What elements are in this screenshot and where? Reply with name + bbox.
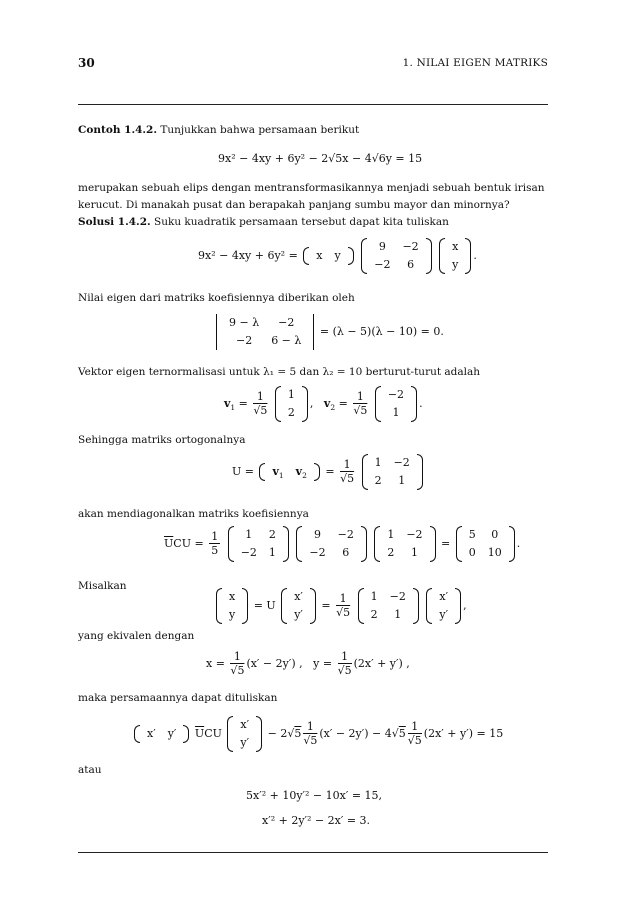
determinant-result: = (λ − 5)(λ − 10) = 0. <box>319 325 444 338</box>
diagonalization-equation: $\overline{U}CU$ = $\frac{1}{5}$ 1 2 −2 1 9 −2 −2 6 1 −2 2 1 = 5 0 0 10 . <box>164 526 520 562</box>
example-text: Tunjukkan bahwa persamaan berikut <box>160 124 360 136</box>
page-number: 30 <box>78 56 95 70</box>
diagonalize-text: akan mendiagonalkan matriks koefisiennya <box>78 508 309 520</box>
substitution-equation: x y = U x′ y′ = $\frac{1}{√5}$ 1 −2 2 1 x′ y′ , <box>214 588 467 624</box>
or-text: atau <box>78 764 102 776</box>
v1-vector: 1 2 <box>275 386 308 422</box>
solution-label: Solusi 1.4.2. <box>78 216 151 228</box>
example-label: Contoh 1.4.2. <box>78 124 158 136</box>
orthogonal-matrix-equation: U = $v_1$ $v_2$ = $\frac{1}{√5}$ 1 −2 2 1 <box>232 454 425 490</box>
diagonal-matrix: 5 0 0 10 <box>456 526 515 562</box>
v2-vector: −2 1 <box>375 386 417 422</box>
eigenvector-text: Vektor eigen ternormalisasi untuk λ₁ = 5 dan λ₂ = 10 berturut-turut adalah <box>78 366 481 378</box>
let-text: Misalkan <box>78 580 127 592</box>
coefficient-matrix: 9 −2 −2 6 <box>361 238 431 274</box>
rewritten-equation: x′ y′ $\overline{U}CU$ x′ y′ − 2√5 $\frac{1}{√5}$ (x′ − 2y′) − 4√5 $\frac{1}{√5}$ (2x′ + y′) = 15 <box>132 716 503 752</box>
eigenvector-equation: $v_1$ = $\frac{1}{√5}$ 1 2 , $v_2$ = $\frac{1}{√5}$ −2 1 . <box>224 386 423 422</box>
column-vector: x y <box>439 238 471 274</box>
row-vector: x y <box>303 247 353 265</box>
chapter-title: 1. NILAI EIGEN MATRIKS <box>402 57 548 69</box>
equivalent-text: yang ekivalen dengan <box>78 630 195 642</box>
coordinate-equations: x = $\frac{1}{√5}$ (x′ − 2y′) , y = $\frac{1}{√5}$ (2x′ + y′) , <box>206 650 410 677</box>
example-statement <box>78 122 548 139</box>
eigenvalue-text: Nilai eigen dari matriks koefisiennya diberikan oleh <box>78 292 355 304</box>
quad-lhs: 9x² − 4xy + 6y² = <box>198 249 298 262</box>
quadratic-form-equation: 9x² − 4xy + 6y² = x y 9 −2 −2 6 x y . <box>198 238 477 274</box>
u-matrix: 1 −2 2 1 <box>362 454 423 490</box>
solution-intro-text: Suku kuadratik persamaan tersebut dapat kita tuliskan <box>154 216 449 228</box>
determinant-equation <box>214 314 444 350</box>
solution-intro <box>78 214 548 231</box>
example-description: merupakan sebuah elips dengan mentransformasikannya menjadi sebuah bentuk irisan kerucut. Di manakah pusat dan berapakah panjang sumbu mayor dan minornya? <box>78 182 545 211</box>
ut-matrix: 1 2 −2 1 <box>228 526 289 562</box>
final-equation-1: 5x′² + 10y′² − 10x′ = 15, <box>246 789 383 802</box>
final-equation-2: x′² + 2y′² − 2x′ = 3. <box>262 814 371 827</box>
example-equation: 9x² − 4xy + 6y² − 2√5x − 4√6y = 15 <box>218 152 423 165</box>
orthogonal-text: Sehingga matriks ortogonalnya <box>78 434 246 446</box>
header-rule <box>78 104 548 105</box>
rewrite-text: maka persamaannya dapat dituliskan <box>78 692 278 704</box>
determinant-matrix: 9 − λ −2 −2 6 − λ <box>216 314 314 350</box>
footer-rule <box>78 852 548 853</box>
